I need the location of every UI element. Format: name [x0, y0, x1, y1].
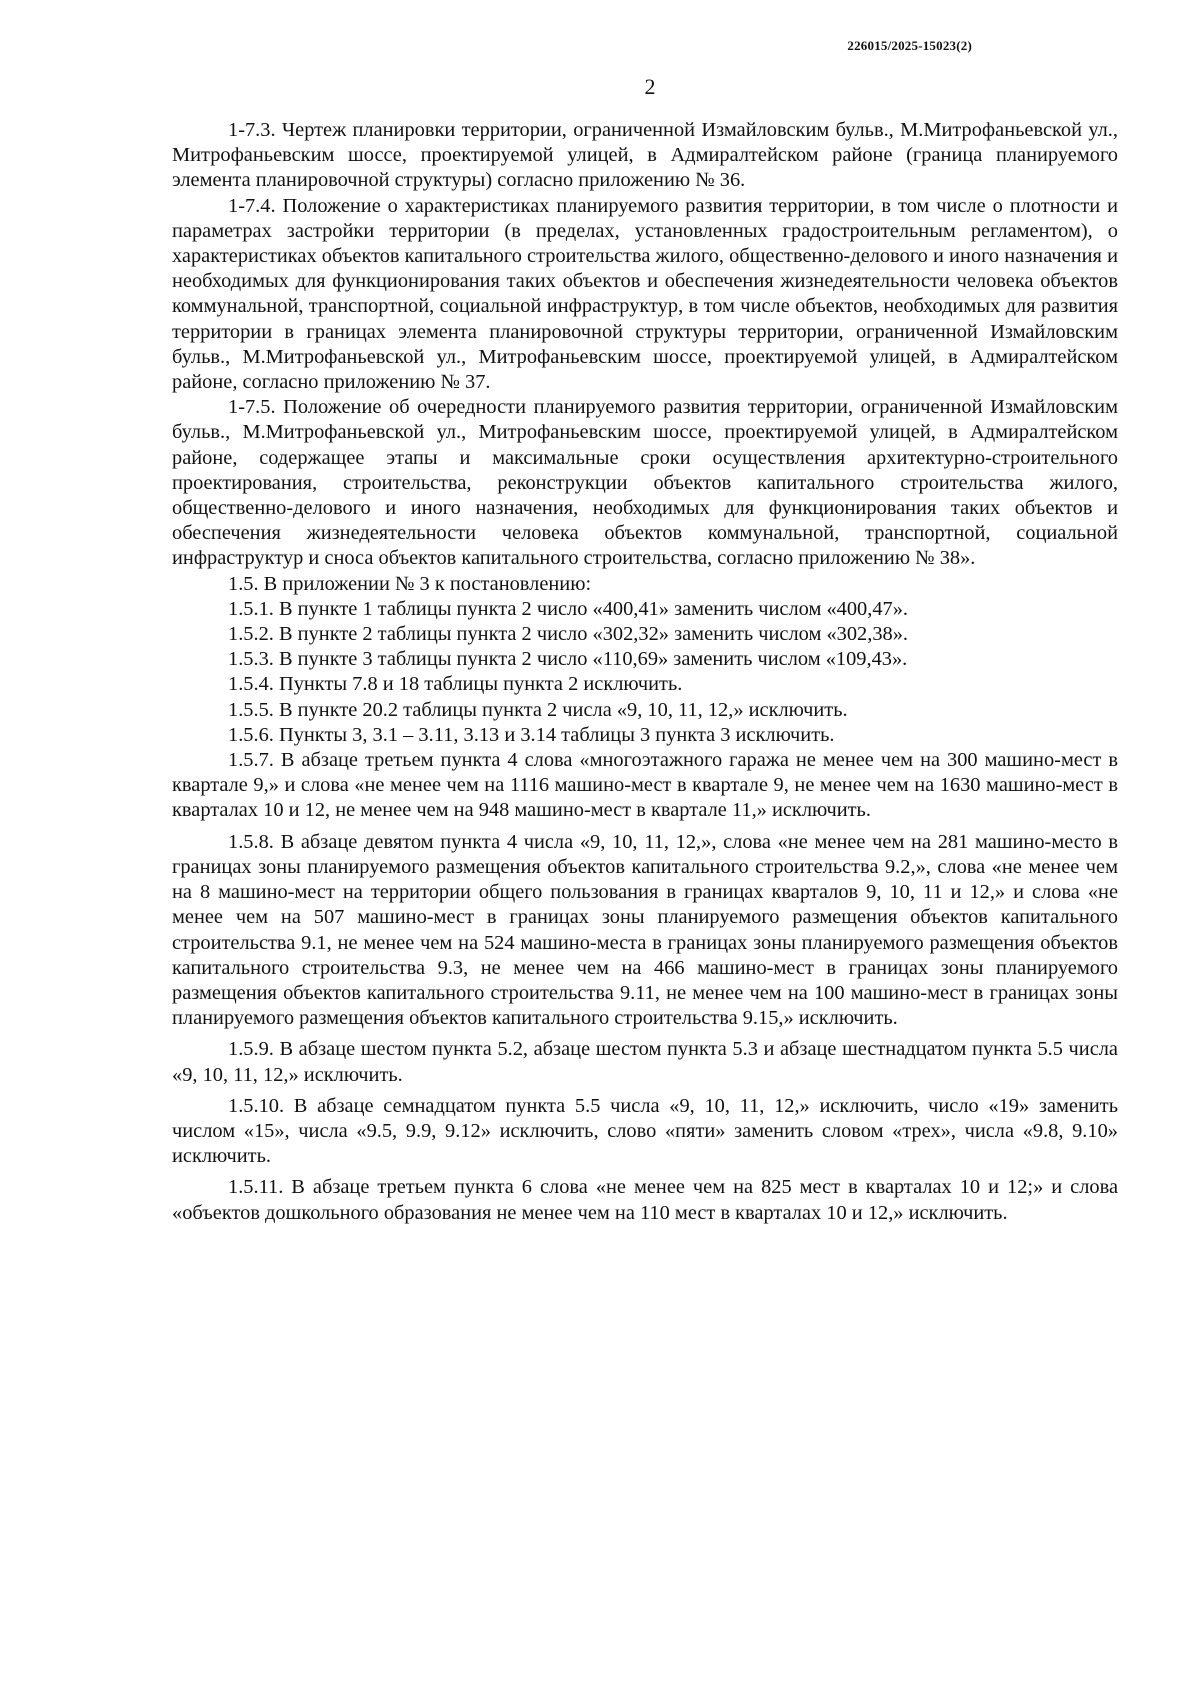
- document-body: [172, 118, 1118, 1226]
- paragraph-1-5: 1.5. В приложении № 3 к постановлению:: [228, 572, 592, 595]
- paragraph-1-5-5: 1.5.5. В пункте 20.2 таблицы пункта 2 числа «9, 10, 11, 12,» исключить.: [228, 698, 848, 721]
- paragraph-1-5-9: 1.5.9. В абзаце шестом пункта 5.2, абзаце шестом пункта 5.3 и абзаце шестнадцатом пункта 5.5 числа «9, 10, 11, 12,» исключить.: [172, 1038, 1118, 1086]
- paragraph-1-7-5: 1-7.5. Положение об очередности планируемого развития территории, ограниченной Измайловским бульв., М.Митрофаньевской ул., Митрофаньевским шоссе, проектируемой улицей, в Адмиралтейском районе, содержащее этапы и максимальные сроки осуществления архитектурно-строительного проектирования, строительства, реконструкции объектов капитального строительства жилого, общественно-делового и иного назначения, необходимых для функционирования таких объектов и обеспечения жизнедеятельности человека объектов коммунальной, транспортной, социальной инфраструктур и сноса объектов капитального строительства, согласно приложению № 38».: [172, 396, 1118, 570]
- paragraph-1-5-1: 1.5.1. В пункте 1 таблицы пункта 2 число «400,41» заменить числом «400,47».: [228, 597, 909, 620]
- document-id: 226015/2025-15023(2): [847, 38, 972, 53]
- paragraph-1-5-4: 1.5.4. Пункты 7.8 и 18 таблицы пункта 2 исключить.: [228, 673, 683, 696]
- paragraph-1-5-2: 1.5.2. В пункте 2 таблицы пункта 2 число «302,32» заменить числом «302,38».: [228, 623, 909, 646]
- paragraph-1-5-10: 1.5.10. В абзаце семнадцатом пункта 5.5 числа «9, 10, 11, 12,» исключить, число «19» заменить числом «15», числа «9.5, 9.9, 9.12» исключить, слово «пяти» заменить словом «трех», числа «9.8, 9.10» исключить.: [172, 1094, 1118, 1168]
- paragraph-1-5-7: 1.5.7. В абзаце третьем пункта 4 слова «многоэтажного гаража не менее чем на 300 машино-мест в квартале 9,» и слова «не менее чем на 1116 машино-мест в квартале 9, не менее чем на 1630 машино-мест в кварталах 10 и 12, не менее чем на 948 машино-мест в квартале 11,» исключить.: [172, 749, 1118, 822]
- paragraph-1-7-3: 1-7.3. Чертеж планировки территории, ограниченной Измайловским бульв., М.Митрофаньевской ул., Митрофаньевским шоссе, проектируемой улицей, в Адмиралтейском районе (граница планируемого элемента планировочной структуры) согласно приложению № 36.: [172, 119, 1118, 192]
- paragraph-1-5-11: 1.5.11. В абзаце третьем пункта 6 слова «не менее чем на 825 мест в кварталах 10 и 12;» и слова «объектов дошкольного образования не менее чем на 110 мест в кварталах 10 и 12,» исключить.: [172, 1176, 1118, 1224]
- paragraph-1-5-6: 1.5.6. Пункты 3, 3.1 – 3.11, 3.13 и 3.14 таблицы 3 пункта 3 исключить.: [228, 723, 835, 746]
- paragraph-1-5-3: 1.5.3. В пункте 3 таблицы пункта 2 число «110,69» заменить числом «109,43».: [228, 648, 908, 671]
- paragraph-1-5-8: 1.5.8. В абзаце девятом пункта 4 числа «9, 10, 11, 12,», слова «не менее чем на 281 машино-место в границах зоны планируемого размещения объектов капитального строительства 9.2,», слова «не менее чем на 8 машино-мест на территории общего пользования в границах кварталов 9, 10, 11 и 12,» и слова «не менее чем на 507 машино-мест в границах зоны планируемого размещения объектов капитального строительства 9.1, не менее чем на 524 машино-места в границах зоны планируемого размещения объектов капитального строительства 9.3, не менее чем на 466 машино-мест в границах зоны планируемого размещения объектов капитального строительства 9.11, не менее чем на 100 машино-мест в границах зоны планируемого размещения объектов капитального строительства 9.15,» исключить.: [172, 830, 1118, 1030]
- page-number: 2: [644, 74, 656, 99]
- paragraph-1-7-4: 1-7.4. Положение о характеристиках планируемого развития территории, в том числе о плотности и параметрах застройки территории (в пределах, установленных градостроительным регламентом), о характеристиках объектов капитального строительства жилого, общественно-делового и иного назначения и необходимых для функционирования таких объектов и обеспечения жизнедеятельности человека объектов коммунальной, транспортной, социальной инфраструктур, в том числе объектов, необходимых для развития территории в границах элемента планировочной структуры территории, ограниченной Измайловским бульв., М.Митрофаньевской ул., Митрофаньевским шоссе, проектируемой улицей, в Адмиралтейском районе, согласно приложению № 37.: [172, 194, 1118, 394]
